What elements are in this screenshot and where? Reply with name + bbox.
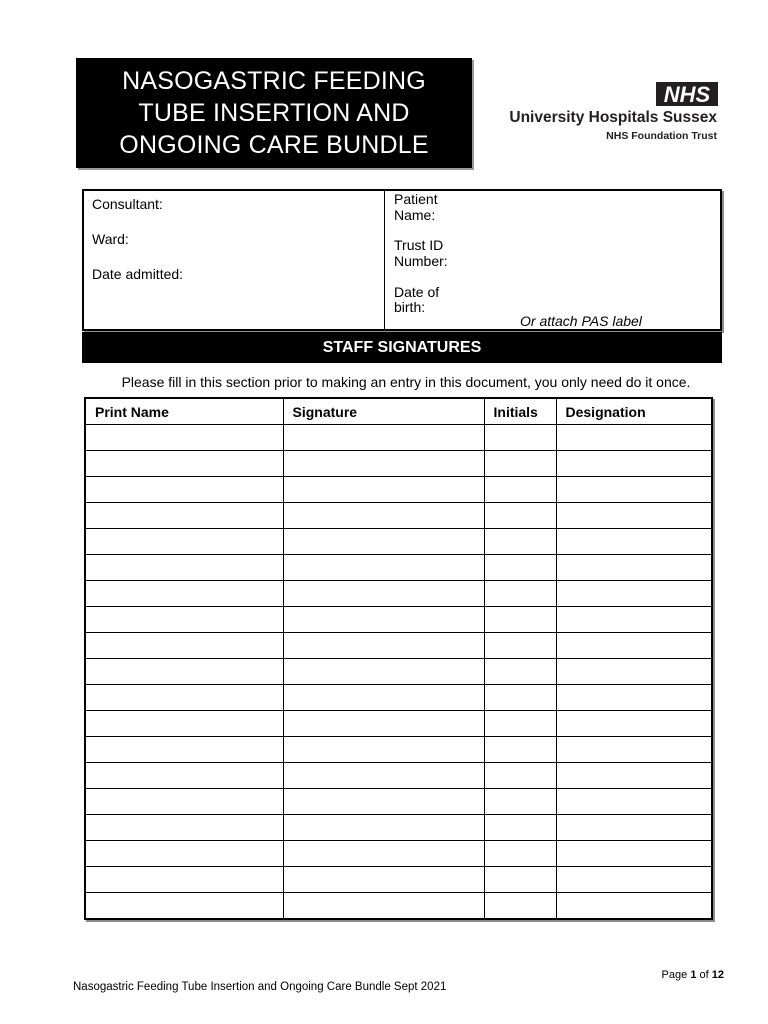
signature-cell[interactable] <box>283 789 484 815</box>
signature-cell[interactable] <box>283 425 484 451</box>
print-name-cell[interactable] <box>85 737 283 763</box>
trust-id-label-line-2: Number: <box>394 253 448 269</box>
initials-cell[interactable] <box>484 607 556 633</box>
designation-cell[interactable] <box>556 607 712 633</box>
patient-details-box <box>82 189 722 331</box>
page-current: 1 <box>690 969 697 981</box>
print-name-cell[interactable] <box>85 607 283 633</box>
signature-cell[interactable] <box>283 477 484 503</box>
print-name-cell[interactable] <box>85 477 283 503</box>
signature-cell[interactable] <box>283 529 484 555</box>
initials-cell[interactable] <box>484 841 556 867</box>
signature-cell[interactable] <box>283 503 484 529</box>
signature-cell[interactable] <box>283 659 484 685</box>
title-line-1: NASOGASTRIC FEEDING <box>122 67 426 95</box>
column-header-initials: Initials <box>484 398 556 425</box>
print-name-cell[interactable] <box>85 633 283 659</box>
designation-cell[interactable] <box>556 737 712 763</box>
table-row <box>85 555 712 581</box>
signature-cell[interactable] <box>283 633 484 659</box>
initials-cell[interactable] <box>484 815 556 841</box>
print-name-cell[interactable] <box>85 425 283 451</box>
designation-cell[interactable] <box>556 581 712 607</box>
signature-cell[interactable] <box>283 737 484 763</box>
footer-document-title: Nasogastric Feeding Tube Insertion and Ongoing Care Bundle Sept 2021 <box>73 981 447 993</box>
initials-cell[interactable] <box>484 685 556 711</box>
signature-cell[interactable] <box>283 711 484 737</box>
column-header-signature: Signature <box>283 398 484 425</box>
print-name-cell[interactable] <box>85 711 283 737</box>
column-header-designation: Designation <box>556 398 712 425</box>
signature-cell[interactable] <box>283 685 484 711</box>
page-total: 12 <box>711 969 724 981</box>
title-line-2: TUBE INSERTION AND <box>138 99 410 127</box>
designation-cell[interactable] <box>556 711 712 737</box>
designation-cell[interactable] <box>556 867 712 893</box>
page-prefix: Page <box>661 969 688 981</box>
print-name-cell[interactable] <box>85 529 283 555</box>
ward-label: Ward: <box>92 231 129 247</box>
designation-cell[interactable] <box>556 503 712 529</box>
document-title <box>76 58 472 168</box>
initials-cell[interactable] <box>484 867 556 893</box>
initials-cell[interactable] <box>484 659 556 685</box>
print-name-cell[interactable] <box>85 685 283 711</box>
signature-rows <box>85 425 712 920</box>
designation-cell[interactable] <box>556 893 712 920</box>
signature-cell[interactable] <box>283 607 484 633</box>
table-row <box>85 841 712 867</box>
trust-name: University Hospitals Sussex <box>509 109 717 126</box>
initials-cell[interactable] <box>484 633 556 659</box>
patient-name-label-line-2: Name: <box>394 207 436 223</box>
initials-cell[interactable] <box>484 581 556 607</box>
signature-cell[interactable] <box>283 555 484 581</box>
staff-signatures-table <box>84 397 713 920</box>
initials-cell[interactable] <box>484 529 556 555</box>
signature-cell[interactable] <box>283 581 484 607</box>
designation-cell[interactable] <box>556 633 712 659</box>
initials-cell[interactable] <box>484 451 556 477</box>
trust-id-label-line-1: Trust ID <box>394 237 444 253</box>
designation-cell[interactable] <box>556 763 712 789</box>
table-row <box>85 737 712 763</box>
table-row <box>85 867 712 893</box>
table-row <box>85 815 712 841</box>
designation-cell[interactable] <box>556 477 712 503</box>
table-row <box>85 893 712 920</box>
print-name-cell[interactable] <box>85 789 283 815</box>
dob-label-line-1: Date of <box>394 284 440 300</box>
staff-signatures-heading: STAFF SIGNATURES <box>82 332 722 363</box>
designation-cell[interactable] <box>556 555 712 581</box>
dob-label-line-2: birth: <box>394 299 426 315</box>
initials-cell[interactable] <box>484 425 556 451</box>
designation-cell[interactable] <box>556 841 712 867</box>
table-row <box>85 659 712 685</box>
designation-cell[interactable] <box>556 815 712 841</box>
table-header-row <box>85 398 712 425</box>
print-name-cell[interactable] <box>85 841 283 867</box>
designation-cell[interactable] <box>556 451 712 477</box>
page-number <box>662 969 724 981</box>
print-name-cell[interactable] <box>85 581 283 607</box>
patient-name-label-line-1: Patient <box>394 191 438 207</box>
initials-cell[interactable] <box>484 711 556 737</box>
table-row <box>85 685 712 711</box>
initials-cell[interactable] <box>484 737 556 763</box>
signature-cell[interactable] <box>283 867 484 893</box>
date-admitted-label: Date admitted: <box>92 266 184 282</box>
table-row <box>85 477 712 503</box>
print-name-cell[interactable] <box>85 867 283 893</box>
column-header-print-name: Print Name <box>85 398 283 425</box>
title-line-3: ONGOING CARE BUNDLE <box>119 131 429 159</box>
print-name-cell[interactable] <box>85 763 283 789</box>
print-name-cell[interactable] <box>85 659 283 685</box>
signature-cell[interactable] <box>283 815 484 841</box>
designation-cell[interactable] <box>556 789 712 815</box>
patient-box-divider <box>384 191 385 329</box>
print-name-cell[interactable] <box>85 893 283 920</box>
print-name-cell[interactable] <box>85 555 283 581</box>
print-name-cell[interactable] <box>85 815 283 841</box>
table-row <box>85 581 712 607</box>
print-name-cell[interactable] <box>85 503 283 529</box>
nhs-logo <box>656 82 718 106</box>
designation-cell[interactable] <box>556 529 712 555</box>
signature-cell[interactable] <box>283 841 484 867</box>
table-row <box>85 425 712 451</box>
designation-cell[interactable] <box>556 425 712 451</box>
trust-subtitle: NHS Foundation Trust <box>606 130 717 142</box>
table-row <box>85 711 712 737</box>
initials-cell[interactable] <box>484 503 556 529</box>
consultant-label: Consultant: <box>92 196 163 212</box>
initials-cell[interactable] <box>484 477 556 503</box>
initials-cell[interactable] <box>484 555 556 581</box>
table-row <box>85 633 712 659</box>
signature-cell[interactable] <box>283 451 484 477</box>
table-row <box>85 503 712 529</box>
table-row <box>85 607 712 633</box>
table-row <box>85 451 712 477</box>
table-row <box>85 529 712 555</box>
nhs-logo-text: NHS <box>663 82 711 106</box>
designation-cell[interactable] <box>556 659 712 685</box>
designation-cell[interactable] <box>556 685 712 711</box>
signature-cell[interactable] <box>283 893 484 920</box>
signature-cell[interactable] <box>283 763 484 789</box>
initials-cell[interactable] <box>484 893 556 920</box>
initials-cell[interactable] <box>484 789 556 815</box>
table-row <box>85 763 712 789</box>
print-name-cell[interactable] <box>85 451 283 477</box>
staff-instruction: Please fill in this section prior to making an entry in this document, you only need do it once. <box>121 374 691 390</box>
pas-label-note: Or attach PAS label <box>520 313 642 329</box>
table-row <box>85 789 712 815</box>
initials-cell[interactable] <box>484 763 556 789</box>
page-of: of <box>699 969 709 981</box>
